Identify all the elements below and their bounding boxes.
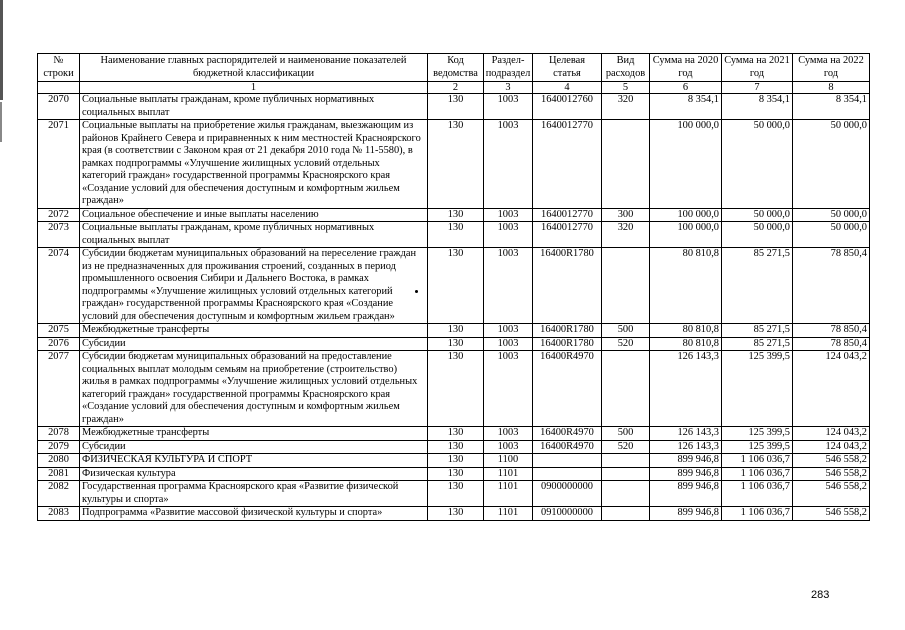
header-department-code: Код ведомства <box>428 54 484 82</box>
row-number-cell: 2075 <box>38 324 80 338</box>
sum-2022-cell: 50 000,0 <box>793 222 870 248</box>
section-cell: 1003 <box>484 351 533 427</box>
expense-type-cell: 520 <box>602 337 650 351</box>
row-number-cell: 2083 <box>38 507 80 521</box>
section-cell: 1003 <box>484 208 533 222</box>
sum-2021-cell: 85 271,5 <box>722 337 793 351</box>
sum-2020-cell: 8 354,1 <box>650 94 722 120</box>
sum-2022-cell: 78 850,4 <box>793 337 870 351</box>
section-cell: 1003 <box>484 248 533 324</box>
section-cell: 1101 <box>484 507 533 521</box>
target-article-cell: 16400R1780 <box>533 248 602 324</box>
target-article-cell: 16400R4970 <box>533 440 602 454</box>
sum-2020-cell: 899 946,8 <box>650 467 722 481</box>
column-number: 4 <box>533 82 602 94</box>
target-article-cell: 16400R1780 <box>533 324 602 338</box>
sum-2022-cell: 124 043,2 <box>793 427 870 441</box>
expense-type-cell <box>602 454 650 468</box>
sum-2020-cell: 80 810,8 <box>650 324 722 338</box>
column-number <box>38 82 80 94</box>
column-number: 8 <box>793 82 870 94</box>
expense-type-cell <box>602 481 650 507</box>
sum-2021-cell: 50 000,0 <box>722 120 793 209</box>
header-sum-2020: Сумма на 2020 год <box>650 54 722 82</box>
row-name-cell: Подпрограмма «Развитие массовой физической культуры и спорта» <box>80 507 428 521</box>
sum-2022-cell: 546 558,2 <box>793 454 870 468</box>
department-code-cell: 130 <box>428 248 484 324</box>
row-number-cell: 2072 <box>38 208 80 222</box>
table-row <box>38 481 870 507</box>
table-row <box>38 94 870 120</box>
row-number-cell: 2080 <box>38 454 80 468</box>
target-article-cell <box>533 454 602 468</box>
sum-2021-cell: 85 271,5 <box>722 248 793 324</box>
table-row <box>38 222 870 248</box>
row-name-cell: Субсидии бюджетам муниципальных образований на предоставление социальных выплат молодым семьям на приобретение (строительство) жилья в рамках подпрограммы «Улучшение жилищных условий отдельных категорий граждан» государственной программы Красноярского края «Создание условий для обеспечения доступным и комфортным жильем граждан» <box>80 351 428 427</box>
department-code-cell: 130 <box>428 507 484 521</box>
section-cell: 1003 <box>484 324 533 338</box>
sum-2020-cell: 126 143,3 <box>650 427 722 441</box>
sum-2021-cell: 1 106 036,7 <box>722 467 793 481</box>
section-cell: 1003 <box>484 120 533 209</box>
header-row <box>38 54 870 82</box>
sum-2021-cell: 125 399,5 <box>722 351 793 427</box>
target-article-cell: 16400R4970 <box>533 351 602 427</box>
sum-2020-cell: 80 810,8 <box>650 248 722 324</box>
scan-edge <box>0 0 3 100</box>
row-number-cell: 2074 <box>38 248 80 324</box>
table-row <box>38 248 870 324</box>
row-name-cell: Субсидии <box>80 337 428 351</box>
sum-2020-cell: 899 946,8 <box>650 481 722 507</box>
expense-type-cell <box>602 120 650 209</box>
section-cell: 1003 <box>484 94 533 120</box>
target-article-cell: 16400R1780 <box>533 337 602 351</box>
section-cell: 1101 <box>484 467 533 481</box>
sum-2020-cell: 126 143,3 <box>650 351 722 427</box>
row-name-cell: ФИЗИЧЕСКАЯ КУЛЬТУРА И СПОРТ <box>80 454 428 468</box>
sum-2022-cell: 546 558,2 <box>793 507 870 521</box>
header-target-article: Целевая статья <box>533 54 602 82</box>
table-row <box>38 467 870 481</box>
table-row <box>38 324 870 338</box>
column-number: 5 <box>602 82 650 94</box>
target-article-cell: 16400R4970 <box>533 427 602 441</box>
sum-2020-cell: 126 143,3 <box>650 440 722 454</box>
sum-2022-cell: 78 850,4 <box>793 324 870 338</box>
table-row <box>38 507 870 521</box>
column-number: 7 <box>722 82 793 94</box>
sum-2021-cell: 8 354,1 <box>722 94 793 120</box>
department-code-cell: 130 <box>428 337 484 351</box>
sum-2022-cell: 50 000,0 <box>793 208 870 222</box>
section-cell: 1003 <box>484 440 533 454</box>
page-number: 283 <box>811 589 830 601</box>
table-row <box>38 454 870 468</box>
row-name-cell: Государственная программа Красноярского края «Развитие физической культуры и спорта» <box>80 481 428 507</box>
department-code-cell: 130 <box>428 222 484 248</box>
sum-2020-cell: 899 946,8 <box>650 454 722 468</box>
table-row <box>38 208 870 222</box>
target-article-cell: 1640012760 <box>533 94 602 120</box>
row-name-cell: Социальное обеспечение и иные выплаты населению <box>80 208 428 222</box>
section-cell: 1101 <box>484 481 533 507</box>
row-number-cell: 2077 <box>38 351 80 427</box>
expense-type-cell <box>602 351 650 427</box>
column-numbers-row <box>38 82 870 94</box>
expense-type-cell: 320 <box>602 94 650 120</box>
header-section: Раздел-подраздел <box>484 54 533 82</box>
department-code-cell: 130 <box>428 481 484 507</box>
department-code-cell: 130 <box>428 208 484 222</box>
row-name-cell: Межбюджетные трансферты <box>80 324 428 338</box>
row-name-cell: Социальные выплаты на приобретение жилья гражданам, выезжающим из районов Крайнего Севера и приравненных к ним местностей Красноярского края (в соответствии с Законом края от 21 декабря 2010 года № 11-5580), в рамках подпрограммы «Улучшение жилищных условий отдельных категорий граждан» государственной программы Красноярского края «Создание условий для обеспечения доступным и комфортным жильем граждан» <box>80 120 428 209</box>
expense-type-cell: 300 <box>602 208 650 222</box>
department-code-cell: 130 <box>428 94 484 120</box>
row-name-cell: Межбюджетные трансферты <box>80 427 428 441</box>
header-name: Наименование главных распорядителей и наименование показателей бюджетной классификации <box>80 54 428 82</box>
table-row <box>38 440 870 454</box>
row-name-cell: Физическая культура <box>80 467 428 481</box>
department-code-cell: 130 <box>428 351 484 427</box>
sum-2022-cell: 124 043,2 <box>793 351 870 427</box>
section-cell: 1100 <box>484 454 533 468</box>
expense-type-cell: 320 <box>602 222 650 248</box>
sum-2020-cell: 100 000,0 <box>650 208 722 222</box>
scan-edge-mark <box>0 102 2 142</box>
header-sum-2022: Сумма на 2022 год <box>793 54 870 82</box>
target-article-cell: 1640012770 <box>533 120 602 209</box>
row-name-cell: Субсидии <box>80 440 428 454</box>
target-article-cell: 1640012770 <box>533 208 602 222</box>
sum-2020-cell: 100 000,0 <box>650 222 722 248</box>
sum-2021-cell: 125 399,5 <box>722 440 793 454</box>
target-article-cell: 0900000000 <box>533 481 602 507</box>
sum-2022-cell: 50 000,0 <box>793 120 870 209</box>
sum-2022-cell: 8 354,1 <box>793 94 870 120</box>
expense-type-cell <box>602 467 650 481</box>
sum-2021-cell: 125 399,5 <box>722 427 793 441</box>
sum-2020-cell: 899 946,8 <box>650 507 722 521</box>
column-number: 1 <box>80 82 428 94</box>
department-code-cell: 130 <box>428 467 484 481</box>
sum-2021-cell: 85 271,5 <box>722 324 793 338</box>
section-cell: 1003 <box>484 427 533 441</box>
expense-type-cell: 520 <box>602 440 650 454</box>
table-row <box>38 427 870 441</box>
column-number: 2 <box>428 82 484 94</box>
department-code-cell: 130 <box>428 427 484 441</box>
row-number-cell: 2076 <box>38 337 80 351</box>
sum-2021-cell: 1 106 036,7 <box>722 481 793 507</box>
sum-2022-cell: 124 043,2 <box>793 440 870 454</box>
header-expense-type: Вид расходов <box>602 54 650 82</box>
sum-2021-cell: 50 000,0 <box>722 208 793 222</box>
row-number-cell: 2082 <box>38 481 80 507</box>
row-name-cell: Субсидии бюджетам муниципальных образований на переселение граждан из не предназначенных для проживания строений, созданных в период промышленного освоения Сибири и Дальнего Востока, в рамках подпрограммы «Улучшение жилищных условий отдельных категорий граждан» государственной программы Красноярского края «Создание условий для обеспечения доступным и комфортным жильем граждан» <box>80 248 428 324</box>
expense-type-cell <box>602 248 650 324</box>
table-row <box>38 351 870 427</box>
sum-2021-cell: 1 106 036,7 <box>722 454 793 468</box>
sum-2021-cell: 1 106 036,7 <box>722 507 793 521</box>
sum-2022-cell: 546 558,2 <box>793 467 870 481</box>
target-article-cell <box>533 467 602 481</box>
table-row <box>38 337 870 351</box>
row-number-cell: 2079 <box>38 440 80 454</box>
target-article-cell: 0910000000 <box>533 507 602 521</box>
sum-2022-cell: 546 558,2 <box>793 481 870 507</box>
department-code-cell: 130 <box>428 454 484 468</box>
department-code-cell: 130 <box>428 440 484 454</box>
sum-2020-cell: 80 810,8 <box>650 337 722 351</box>
sum-2022-cell: 78 850,4 <box>793 248 870 324</box>
row-number-cell: 2073 <box>38 222 80 248</box>
sum-2020-cell: 100 000,0 <box>650 120 722 209</box>
expense-type-cell: 500 <box>602 427 650 441</box>
department-code-cell: 130 <box>428 120 484 209</box>
sum-2021-cell: 50 000,0 <box>722 222 793 248</box>
row-number-cell: 2081 <box>38 467 80 481</box>
column-number: 6 <box>650 82 722 94</box>
column-number: 3 <box>484 82 533 94</box>
section-cell: 1003 <box>484 337 533 351</box>
table-row <box>38 120 870 209</box>
row-number-cell: 2070 <box>38 94 80 120</box>
header-row-number: № строки <box>38 54 80 82</box>
row-name-cell: Социальные выплаты гражданам, кроме публичных нормативных социальных выплат <box>80 94 428 120</box>
row-name-cell: Социальные выплаты гражданам, кроме публичных нормативных социальных выплат <box>80 222 428 248</box>
department-code-cell: 130 <box>428 324 484 338</box>
section-cell: 1003 <box>484 222 533 248</box>
row-number-cell: 2078 <box>38 427 80 441</box>
expense-type-cell <box>602 507 650 521</box>
expense-type-cell: 500 <box>602 324 650 338</box>
row-number-cell: 2071 <box>38 120 80 209</box>
budget-table <box>37 53 870 521</box>
target-article-cell: 1640012770 <box>533 222 602 248</box>
header-sum-2021: Сумма на 2021 год <box>722 54 793 82</box>
